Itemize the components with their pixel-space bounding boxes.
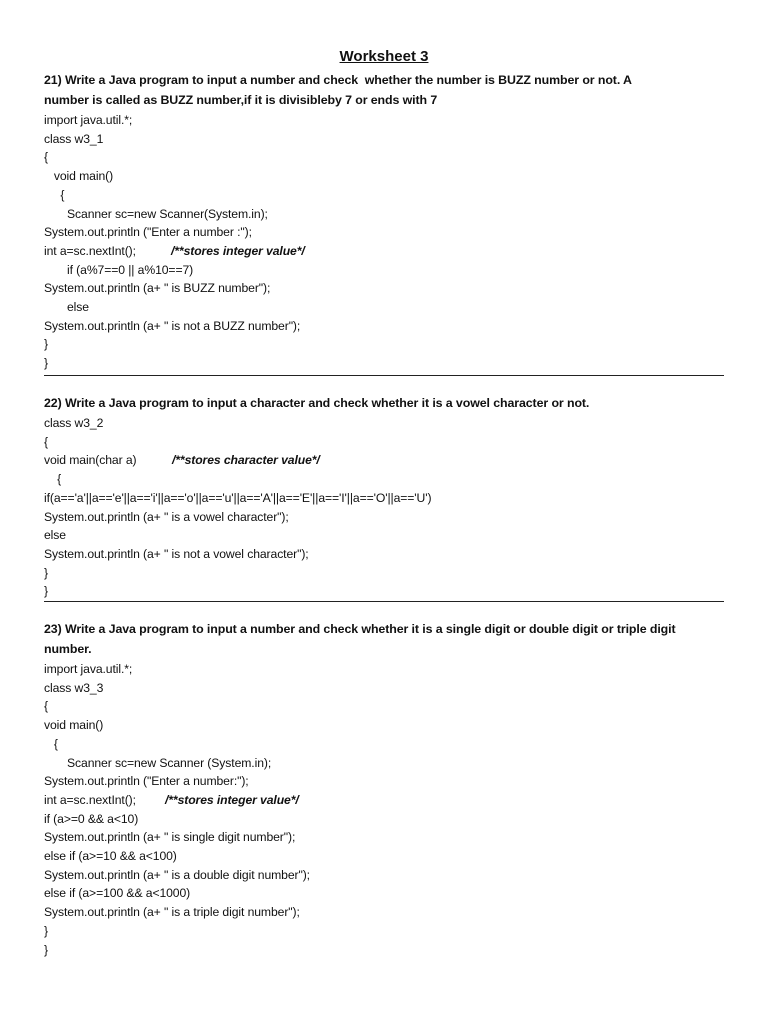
code-line: import java.util.*; <box>44 113 133 127</box>
code-line: else <box>44 528 66 543</box>
code-line: } <box>44 337 48 352</box>
code-line: { <box>44 150 48 165</box>
code-comment: /**stores integer value*/ <box>165 792 299 807</box>
code-line: if (a%7==0 || a%10==7) <box>44 262 194 277</box>
code-line: int a=sc.nextInt(); <box>44 792 136 807</box>
code-line: System.out.println ("Enter a number:"); <box>44 774 249 789</box>
section-divider <box>44 601 724 602</box>
code-line: System.out.println ("Enter a number :"); <box>44 225 252 240</box>
code-line: else <box>44 300 89 314</box>
question-heading-line: number. <box>44 642 92 656</box>
code-line: System.out.println (a+ " is a triple digit number"); <box>44 905 300 920</box>
code-line: void main(char a) <box>44 453 137 468</box>
code-line: System.out.println (a+ " is single digit number"); <box>44 830 296 845</box>
page-title: Worksheet 3 <box>339 48 429 65</box>
code-comment: /**stores integer value*/ <box>171 243 305 258</box>
code-line: Scanner sc=new Scanner(System.in); <box>44 206 268 221</box>
code-line: else if (a>=100 && a<1000) <box>44 886 191 901</box>
code-line: class w3_2 <box>44 416 104 430</box>
code-line: if (a>=0 && a<10) <box>44 811 139 826</box>
code-line: Scanner sc=new Scanner (System.in); <box>44 755 272 770</box>
code-line: int a=sc.nextInt(); <box>44 243 136 258</box>
code-line: } <box>44 923 48 938</box>
question-heading-line: 21) Write a Java program to input a number and check whether the number is BUZZ number or not. A <box>44 73 632 87</box>
code-line: { <box>44 699 48 714</box>
code-line: { <box>44 434 48 449</box>
question-heading-line: number is called as BUZZ number,if it is divisibleby 7 or ends with 7 <box>44 93 438 107</box>
code-line: if(a=='a'||a=='e'||a=='i'||a=='o'||a=='u'||a=='A'||a=='E'||a=='I'||a=='O'||a=='U') <box>44 490 432 505</box>
code-line: import java.util.*; <box>44 662 133 676</box>
section-divider <box>44 375 724 376</box>
code-line: System.out.println (a+ " is a double digit number"); <box>44 867 310 882</box>
code-comment: /**stores character value*/ <box>172 453 320 468</box>
code-line: } <box>44 584 48 599</box>
code-line: } <box>44 356 48 371</box>
code-line: System.out.println (a+ " is a vowel character"); <box>44 509 289 524</box>
code-line: } <box>44 942 48 957</box>
code-line: } <box>44 565 48 580</box>
code-line: { <box>44 187 65 202</box>
code-line: { <box>44 472 62 487</box>
code-line: class w3_3 <box>44 680 104 695</box>
code-line: System.out.println (a+ " is not a vowel character"); <box>44 546 309 561</box>
question-heading-line: 22) Write a Java program to input a character and check whether it is a vowel character or not. <box>44 396 590 410</box>
code-line: System.out.println (a+ " is BUZZ number"); <box>44 281 271 296</box>
code-line: else if (a>=10 && a<100) <box>44 849 177 863</box>
code-line: void main() <box>44 718 104 733</box>
code-line: System.out.println (a+ " is not a BUZZ number"); <box>44 318 301 333</box>
code-line: { <box>44 736 58 751</box>
question-heading-line: 23) Write a Java program to input a number and check whether it is a single digit or double digit or triple digit <box>44 622 676 636</box>
code-line: class w3_1 <box>44 131 104 146</box>
code-line: void main() <box>44 169 114 184</box>
